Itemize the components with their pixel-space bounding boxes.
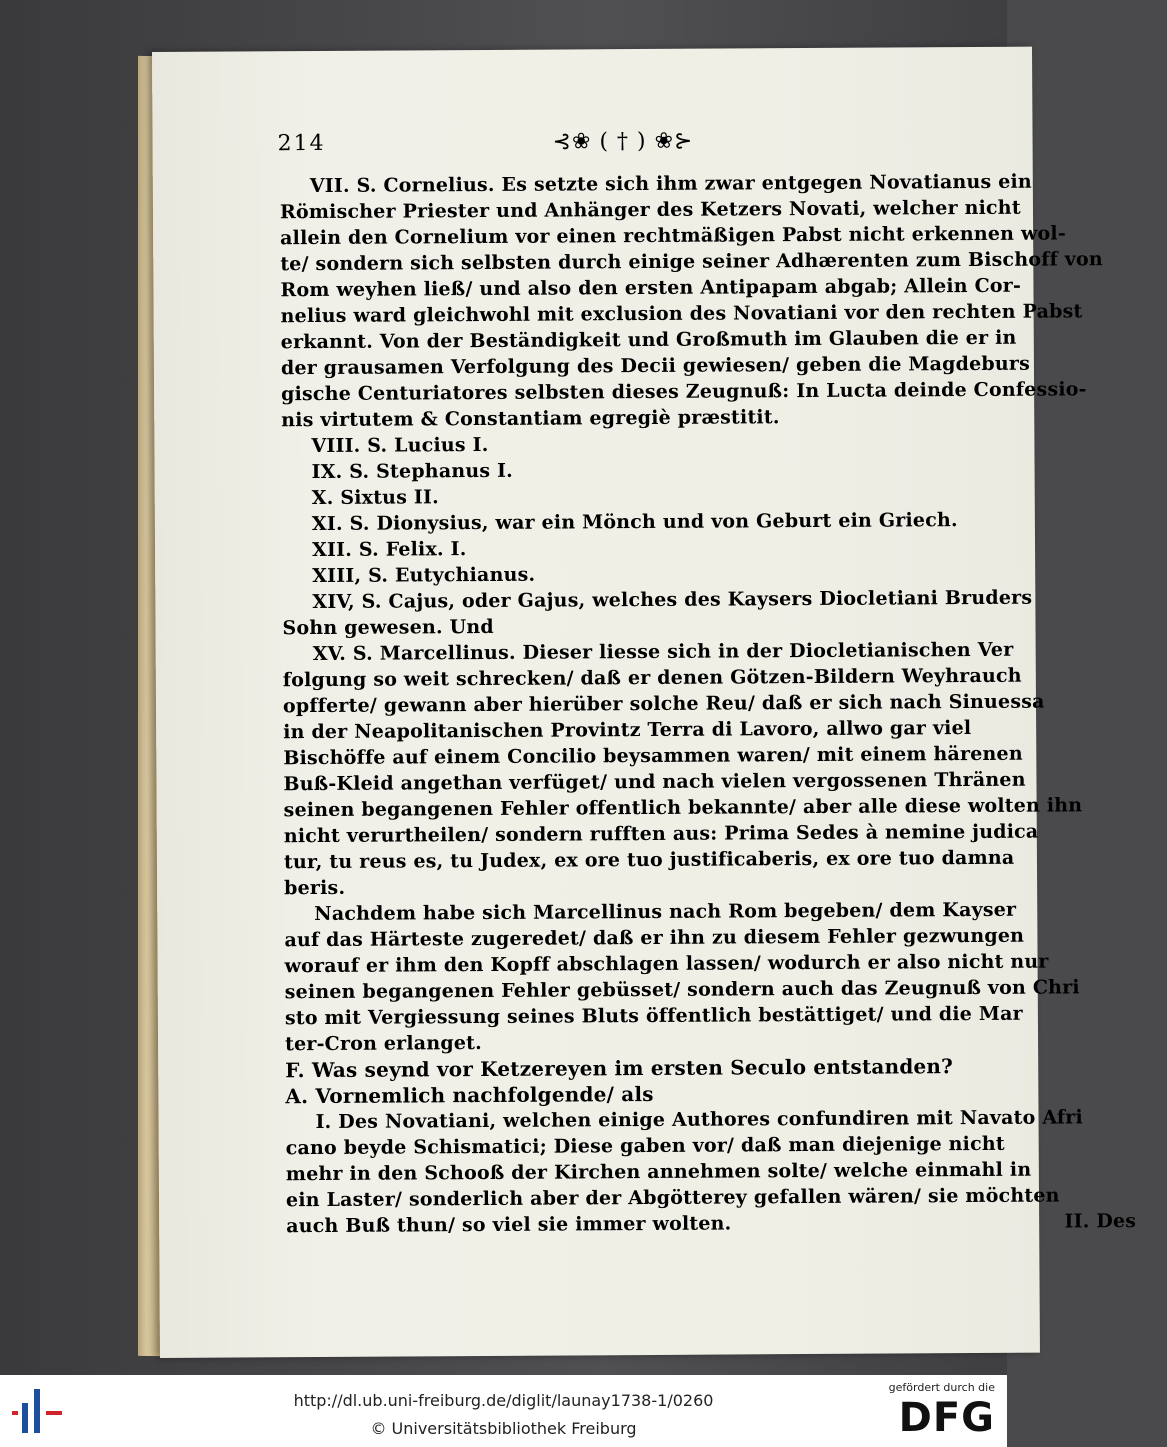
text-line-content: A. Vornemlich nachfolgende/ als [285, 1081, 654, 1109]
text-line-content: I. Des Novatiani, welchen einige Authores confundiren mit Navato Afri [315, 1106, 1083, 1134]
text-line-content: Nachdem habe sich Marcellinus nach Rom begeben/ dem Kayser [314, 898, 1017, 926]
catchword: II. Des [1064, 1210, 1137, 1233]
text-line-content: nis virtutem & Constantiam egregiè præstitit. [281, 406, 780, 432]
text-line-content: VII. S. Cornelius. Es setzte sich ihm zwar entgegen Novatianus ein [309, 170, 1032, 198]
viewer-footer [0, 1375, 1007, 1447]
text-line-content: VIII. S. Lucius I. [311, 433, 489, 458]
text-line-content: auch Buß thun/ so viel sie immer wolten. [286, 1212, 732, 1238]
text-line-content: XV. S. Marcellinus. Dieser liesse sich in der Diocletianischen Ver [312, 638, 1014, 666]
page-number: 214 [277, 130, 326, 157]
text-line-content: IX. S. Stephanus I. [311, 459, 514, 484]
text-line-content: cano beyde Schismatici; Diese gaben vor/ daß man diejenige nicht [285, 1132, 1005, 1160]
text-line-content: Bischöffe auf einem Concilio beysammen waren/ mit einem härenen [283, 742, 1023, 770]
text-line-content: Buß-Kleid angethan verfüget/ und nach vielen vergossenen Thränen [283, 768, 1026, 796]
text-line [281, 298, 1161, 329]
text-line-content: Römischer Priester und Anhänger des Ketzers Novati, welcher nicht [279, 196, 1021, 224]
text-line-content: ter-Cron erlanget. [284, 1032, 482, 1056]
text-line-content: X. Sixtus II. [311, 486, 439, 510]
text-line [285, 1104, 1165, 1135]
text-line-content: Rom weyhen ließ/ und also den ersten Antipapam abgab; Allein Cor- [280, 274, 1022, 302]
running-head [277, 126, 1137, 161]
text-line-content: worauf er ihm den Kopff abschlagen lassen/ wodurch er also nicht nur [284, 950, 1049, 978]
text-line-content: XII. S. Felix. I. [311, 538, 467, 562]
text-line-content: auf das Härteste zugeredet/ daß er ihn zu diesem Fehler gezwungen [284, 924, 1025, 952]
text-line-content: in der Neapolitanischen Provintz Terra di Lavoro, allwo gar viel [283, 717, 972, 744]
page-url-link[interactable]: http://dl.ub.uni-freiburg.de/diglit/launay1738-1/0260 [293, 1391, 714, 1410]
text-line [285, 974, 1165, 1005]
dfg-note: gefördert durch die [888, 1381, 995, 1394]
text-line-content: XIII, S. Eutychianus. [312, 563, 536, 588]
text-line-content: sto mit Vergiessung seines Bluts öffentlich bestättiget/ und die Mar [284, 1002, 1023, 1030]
text-line-content: opfferte/ gewann aber hierüber solche Reu/ daß er sich nach Sinuessa [282, 690, 1045, 718]
dfg-badge [889, 1381, 995, 1441]
text-line-content: Sohn gewesen. Und [282, 615, 494, 640]
text-line-content: nicht verurtheilen/ sondern rufften aus: Prima Sedes à nemine judica [283, 820, 1039, 848]
text-line-content: folgung so weit schrecken/ daß er denen Götzen-Bildern Weyhrauch [282, 664, 1022, 692]
text-line-content: seinen begangenen Fehler gebüsset/ sondern auch das Zeugnuß von Chri [284, 976, 1080, 1004]
text-line-content: gische Centuriatores selbsten dieses Zeugnuß: In Lucta deinde Confessio- [281, 378, 1087, 406]
text-line-content: F. Was seynd vor Ketzereyen im ersten Seculo entstanden? [285, 1054, 954, 1083]
text-line [280, 246, 1160, 277]
text-line-content: XI. S. Dionysius, war ein Mönch und von Geburt ein Griech. [311, 509, 958, 536]
text-line [286, 1208, 1166, 1239]
book-page [152, 47, 1137, 1358]
text-line-content: tur, tu reus es, tu Judex, ex ore tuo justificaberis, ex ore tuo damna [283, 846, 1015, 874]
text-line-content: XIV, S. Cajus, oder Gajus, welches des Kaysers Diocletiani Bruders [312, 586, 1033, 614]
ornament-header: ⊰❀ ( † ) ❀⊱ [552, 128, 694, 155]
text-line-content: beris. [284, 876, 346, 900]
text-line-content: erkannt. Von der Beständigkeit und Großmuth im Glauben die er in [280, 326, 1017, 354]
page-text [280, 168, 1166, 1239]
text-line-content: der grausamen Verfolgung des Decii gewiesen/ geben die Magdeburs [280, 352, 1031, 380]
text-line-content: seinen begangenen Fehler offentlich bekannte/ aber alle diese wolten ihn [283, 794, 1083, 822]
text-line-content: allein den Cornelium vor einen rechtmäßigen Pabst nicht erkennen wol- [280, 222, 1066, 250]
copyright-text: © Universitätsbibliothek Freiburg [370, 1419, 637, 1438]
text-line [284, 818, 1164, 849]
text-line-content: te/ sondern sich selbsten durch einige seiner Adhærenten zum Bischoff von [280, 248, 1103, 276]
text-line [282, 584, 1162, 615]
text-line-content: nelius ward gleichwohl mit exclusion des Novatiani vor den rechten Pabst [280, 300, 1083, 328]
dfg-logo-icon: DFG [898, 1395, 995, 1441]
text-line [283, 688, 1163, 719]
text-line [281, 376, 1161, 407]
text-line-content: ein Laster/ sonderlich aber der Abgötterey gefallen wären/ sie möchten [285, 1184, 1060, 1212]
text-line [280, 168, 1160, 199]
text-line-content: mehr in den Schooß der Kirchen annehmen solte/ welche einmahl in [285, 1158, 1032, 1186]
